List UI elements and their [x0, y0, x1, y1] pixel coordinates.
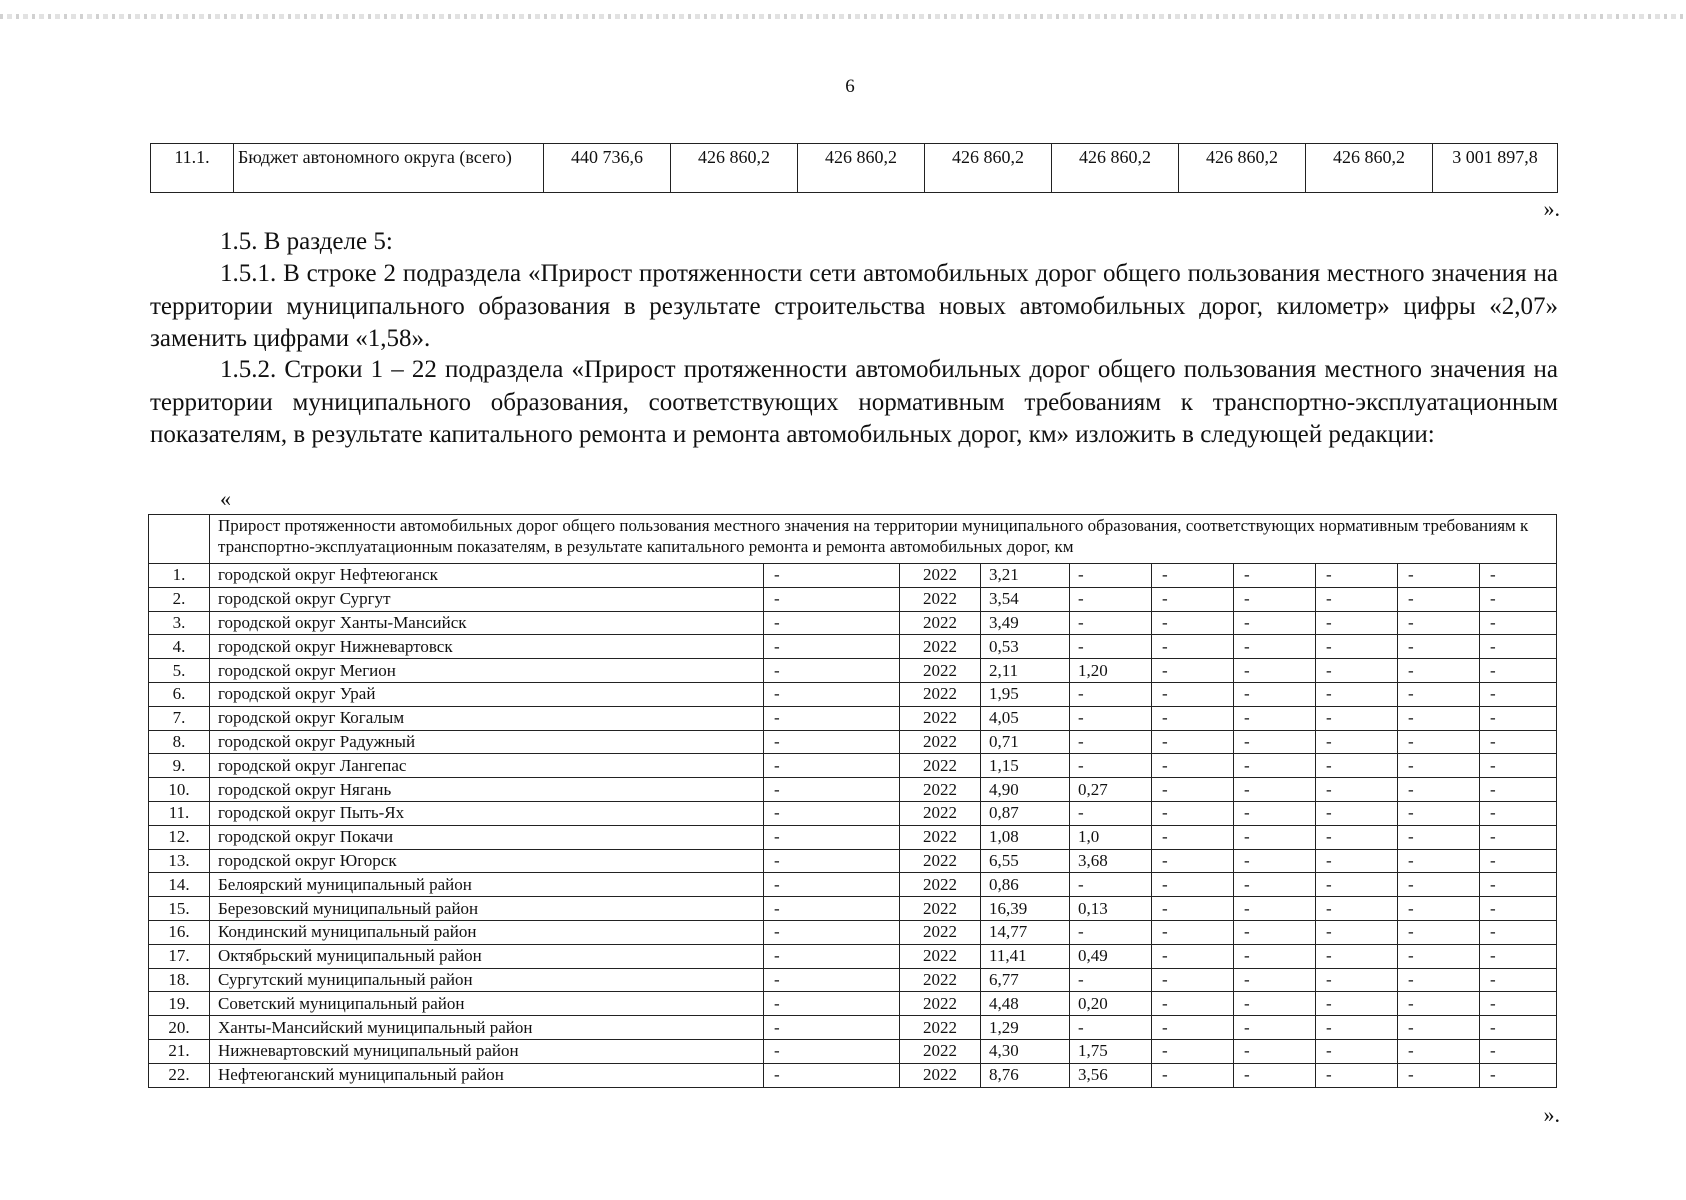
row-value: - — [1398, 825, 1480, 849]
row-value: - — [1480, 564, 1557, 588]
row-value: - — [1152, 992, 1234, 1016]
row-value: - — [1234, 1016, 1316, 1040]
row-value: - — [1398, 920, 1480, 944]
row-value: - — [1398, 944, 1480, 968]
budget-row — [151, 144, 1558, 193]
row-value: - — [1398, 849, 1480, 873]
row-value: - — [1070, 730, 1152, 754]
row-name: городской округ Лангепас — [210, 754, 764, 778]
row-base: - — [764, 1039, 900, 1063]
row-value: - — [1480, 1039, 1557, 1063]
row-number: 11. — [149, 801, 210, 825]
row-value: - — [1316, 897, 1398, 921]
row-value: - — [1070, 968, 1152, 992]
budget-value: 426 860,2 — [1179, 144, 1306, 193]
row-value: 1,20 — [1070, 659, 1152, 683]
row-name: городской округ Когалым — [210, 706, 764, 730]
row-value: - — [1234, 1039, 1316, 1063]
row-value: - — [1234, 944, 1316, 968]
row-value: - — [1316, 587, 1398, 611]
row-value: - — [1480, 1063, 1557, 1087]
row-value: - — [1316, 1016, 1398, 1040]
row-name: городской округ Радужный — [210, 730, 764, 754]
row-value: - — [1070, 1016, 1152, 1040]
row-number: 6. — [149, 682, 210, 706]
row-value: - — [1070, 564, 1152, 588]
row-name: городской округ Урай — [210, 682, 764, 706]
row-value: - — [1480, 801, 1557, 825]
row-value: - — [1480, 920, 1557, 944]
closing-quote: ». — [1543, 1102, 1560, 1127]
row-year: 2022 — [900, 849, 981, 873]
row-value: 0,53 — [981, 635, 1070, 659]
row-value: - — [1234, 635, 1316, 659]
row-year: 2022 — [900, 801, 981, 825]
row-value: - — [1152, 778, 1234, 802]
scan-edge-artifact — [0, 14, 1686, 19]
table-row — [149, 754, 1557, 778]
table-row — [149, 1063, 1557, 1087]
row-base: - — [764, 682, 900, 706]
row-value: - — [1398, 659, 1480, 683]
row-value: 14,77 — [981, 920, 1070, 944]
row-value: - — [1316, 730, 1398, 754]
row-name: Ханты-Мансийский муниципальный район — [210, 1016, 764, 1040]
row-base: - — [764, 968, 900, 992]
row-value: - — [1234, 659, 1316, 683]
table-row — [149, 849, 1557, 873]
row-year: 2022 — [900, 920, 981, 944]
row-value: - — [1152, 968, 1234, 992]
table-row — [149, 944, 1557, 968]
row-value: 3,21 — [981, 564, 1070, 588]
row-value: 0,49 — [1070, 944, 1152, 968]
row-number: 17. — [149, 944, 210, 968]
row-year: 2022 — [900, 825, 981, 849]
row-value: - — [1480, 944, 1557, 968]
table-row — [149, 659, 1557, 683]
row-number: 5. — [149, 659, 210, 683]
table-row — [149, 873, 1557, 897]
header-blank-cell — [149, 515, 210, 564]
row-value: - — [1480, 849, 1557, 873]
row-value: - — [1152, 825, 1234, 849]
row-value: - — [1234, 825, 1316, 849]
row-value: - — [1070, 706, 1152, 730]
row-value: - — [1398, 992, 1480, 1016]
row-base: - — [764, 635, 900, 659]
row-base: - — [764, 778, 900, 802]
row-value: - — [1480, 659, 1557, 683]
row-year: 2022 — [900, 778, 981, 802]
row-value: 0,27 — [1070, 778, 1152, 802]
row-value: - — [1398, 754, 1480, 778]
row-value: - — [1234, 682, 1316, 706]
table-header-row — [149, 515, 1557, 564]
row-value: - — [1234, 992, 1316, 1016]
row-value: - — [1398, 564, 1480, 588]
row-value: - — [1234, 611, 1316, 635]
row-name: Березовский муниципальный район — [210, 897, 764, 921]
row-value: - — [1152, 564, 1234, 588]
budget-value: 426 860,2 — [1052, 144, 1179, 193]
row-value: - — [1398, 730, 1480, 754]
row-number: 12. — [149, 825, 210, 849]
row-year: 2022 — [900, 682, 981, 706]
budget-table — [150, 143, 1558, 193]
row-number: 2. — [149, 587, 210, 611]
row-value: - — [1316, 968, 1398, 992]
row-value: - — [1234, 754, 1316, 778]
row-base: - — [764, 587, 900, 611]
row-number: 14. — [149, 873, 210, 897]
row-name: Нефтеюганский муниципальный район — [210, 1063, 764, 1087]
row-value: 1,29 — [981, 1016, 1070, 1040]
row-value: - — [1480, 682, 1557, 706]
row-value: 16,39 — [981, 897, 1070, 921]
row-base: - — [764, 564, 900, 588]
paragraph-1-5-1: 1.5.1. В строке 2 подраздела «Прирост протяженности сети автомобильных дорог общего пользования местного значения на территории муниципального образования в результате строительства новых автомобильных дорог, километр» цифры «2,07» заменить цифрами «1,58». — [150, 260, 1558, 352]
row-value: - — [1316, 659, 1398, 683]
budget-code: 11.1. — [151, 144, 234, 193]
row-value: - — [1316, 754, 1398, 778]
row-value: - — [1480, 992, 1557, 1016]
row-value: 4,05 — [981, 706, 1070, 730]
table-row — [149, 778, 1557, 802]
page-number: 6 — [845, 76, 855, 97]
row-value: - — [1070, 873, 1152, 897]
table-row — [149, 968, 1557, 992]
row-value: - — [1152, 873, 1234, 897]
paragraph-1-5-2: 1.5.2. Строки 1 – 22 подраздела «Прирост протяженности автомобильных дорог общего пользования местного значения на территории муниципального образования, соответствующих нормативным требованиям к транспортно-эксплуатационным показателям, в результате капитального ремонта и ремонта автомобильных дорог, км» изложить в следующей редакции: — [150, 356, 1558, 448]
row-year: 2022 — [900, 1016, 981, 1040]
table-row — [149, 992, 1557, 1016]
row-year: 2022 — [900, 730, 981, 754]
row-value: - — [1480, 825, 1557, 849]
row-value: - — [1234, 778, 1316, 802]
row-number: 22. — [149, 1063, 210, 1087]
row-value: - — [1480, 897, 1557, 921]
row-value: 4,30 — [981, 1039, 1070, 1063]
row-value: - — [1480, 730, 1557, 754]
row-value: - — [1234, 706, 1316, 730]
row-value: - — [1070, 635, 1152, 659]
budget-value: 426 860,2 — [671, 144, 798, 193]
row-number: 4. — [149, 635, 210, 659]
budget-value: 440 736,6 — [544, 144, 671, 193]
row-value: - — [1152, 706, 1234, 730]
row-value: 3,68 — [1070, 849, 1152, 873]
row-base: - — [764, 754, 900, 778]
row-value: 11,41 — [981, 944, 1070, 968]
row-number: 9. — [149, 754, 210, 778]
row-number: 1. — [149, 564, 210, 588]
row-value: - — [1234, 849, 1316, 873]
row-value: - — [1398, 1039, 1480, 1063]
row-name: Нижневартовский муниципальный район — [210, 1039, 764, 1063]
table-row — [149, 587, 1557, 611]
row-value: - — [1152, 897, 1234, 921]
table-row — [149, 706, 1557, 730]
row-value: - — [1316, 706, 1398, 730]
row-base: - — [764, 873, 900, 897]
row-year: 2022 — [900, 635, 981, 659]
row-value: - — [1152, 1016, 1234, 1040]
row-number: 21. — [149, 1039, 210, 1063]
budget-label: Бюджет автономного округа (всего) — [234, 144, 544, 193]
row-number: 8. — [149, 730, 210, 754]
row-value: 0,86 — [981, 873, 1070, 897]
row-value: - — [1070, 587, 1152, 611]
row-value: - — [1152, 682, 1234, 706]
row-value: - — [1316, 682, 1398, 706]
row-base: - — [764, 730, 900, 754]
row-value: - — [1316, 873, 1398, 897]
table-row — [149, 801, 1557, 825]
row-value: 0,87 — [981, 801, 1070, 825]
row-name: городской округ Сургут — [210, 587, 764, 611]
row-value: - — [1152, 849, 1234, 873]
row-number: 15. — [149, 897, 210, 921]
row-year: 2022 — [900, 873, 981, 897]
row-value: - — [1152, 944, 1234, 968]
table-row — [149, 920, 1557, 944]
row-number: 18. — [149, 968, 210, 992]
budget-value: 426 860,2 — [1306, 144, 1433, 193]
row-value: - — [1152, 920, 1234, 944]
row-value: - — [1480, 611, 1557, 635]
table-row — [149, 1039, 1557, 1063]
row-value: - — [1480, 968, 1557, 992]
closing-quote: ». — [1543, 196, 1560, 221]
row-value: - — [1234, 897, 1316, 921]
row-value: - — [1398, 706, 1480, 730]
road-growth-table — [148, 514, 1557, 1088]
row-value: - — [1152, 635, 1234, 659]
row-year: 2022 — [900, 754, 981, 778]
row-value: - — [1152, 730, 1234, 754]
row-value: 1,15 — [981, 754, 1070, 778]
row-name: Сургутский муниципальный район — [210, 968, 764, 992]
row-value: - — [1234, 968, 1316, 992]
row-value: - — [1152, 659, 1234, 683]
row-value: - — [1398, 801, 1480, 825]
row-name: городской округ Нижневартовск — [210, 635, 764, 659]
row-value: 1,95 — [981, 682, 1070, 706]
row-base: - — [764, 611, 900, 635]
row-base: - — [764, 706, 900, 730]
row-value: - — [1234, 920, 1316, 944]
table-row — [149, 825, 1557, 849]
row-value: - — [1316, 1039, 1398, 1063]
table-row — [149, 635, 1557, 659]
row-value: - — [1480, 706, 1557, 730]
row-value: - — [1316, 564, 1398, 588]
row-name: городской округ Пыть-Ях — [210, 801, 764, 825]
table-row — [149, 730, 1557, 754]
row-year: 2022 — [900, 587, 981, 611]
row-base: - — [764, 659, 900, 683]
row-value: - — [1398, 1016, 1480, 1040]
row-name: городской округ Нефтеюганск — [210, 564, 764, 588]
row-name: городской округ Покачи — [210, 825, 764, 849]
row-number: 3. — [149, 611, 210, 635]
row-value: - — [1316, 778, 1398, 802]
table-row — [149, 611, 1557, 635]
row-number: 13. — [149, 849, 210, 873]
row-value: - — [1234, 1063, 1316, 1087]
row-value: - — [1070, 920, 1152, 944]
row-value: 3,49 — [981, 611, 1070, 635]
row-value: - — [1398, 587, 1480, 611]
row-base: - — [764, 944, 900, 968]
row-base: - — [764, 849, 900, 873]
row-base: - — [764, 1063, 900, 1087]
row-value: - — [1234, 564, 1316, 588]
row-name: городской округ Мегион — [210, 659, 764, 683]
row-year: 2022 — [900, 1039, 981, 1063]
row-value: - — [1152, 801, 1234, 825]
paragraph-1-5: 1.5. В разделе 5: — [220, 228, 393, 255]
row-year: 2022 — [900, 992, 981, 1016]
row-year: 2022 — [900, 897, 981, 921]
row-base: - — [764, 825, 900, 849]
row-name: городской округ Нягань — [210, 778, 764, 802]
row-number: 7. — [149, 706, 210, 730]
table-row — [149, 682, 1557, 706]
row-value: - — [1398, 897, 1480, 921]
row-value: - — [1480, 635, 1557, 659]
row-value: 1,75 — [1070, 1039, 1152, 1063]
row-value: 4,90 — [981, 778, 1070, 802]
row-value: 3,54 — [981, 587, 1070, 611]
row-value: - — [1070, 682, 1152, 706]
table-header: Прирост протяженности автомобильных дорог общего пользования местного значения на территории муниципального образования, соответствующих нормативным требованиям к транспортно-эксплуатационным показателям, в результате капитального ремонта и ремонта автомобильных дорог, км — [210, 515, 1557, 564]
row-year: 2022 — [900, 564, 981, 588]
row-value: - — [1316, 944, 1398, 968]
row-value: 3,56 — [1070, 1063, 1152, 1087]
row-value: 6,55 — [981, 849, 1070, 873]
row-value: 4,48 — [981, 992, 1070, 1016]
row-value: - — [1316, 611, 1398, 635]
table-row — [149, 897, 1557, 921]
table-row — [149, 1016, 1557, 1040]
row-value: - — [1398, 611, 1480, 635]
row-value: - — [1316, 920, 1398, 944]
row-value: 1,08 — [981, 825, 1070, 849]
row-name: городской округ Ханты-Мансийск — [210, 611, 764, 635]
row-value: - — [1152, 611, 1234, 635]
row-value: - — [1480, 873, 1557, 897]
row-base: - — [764, 920, 900, 944]
row-value: - — [1070, 801, 1152, 825]
row-number: 16. — [149, 920, 210, 944]
row-base: - — [764, 801, 900, 825]
row-value: 0,13 — [1070, 897, 1152, 921]
row-year: 2022 — [900, 968, 981, 992]
row-year: 2022 — [900, 944, 981, 968]
row-value: - — [1316, 1063, 1398, 1087]
row-number: 20. — [149, 1016, 210, 1040]
row-value: - — [1398, 1063, 1480, 1087]
row-value: 0,20 — [1070, 992, 1152, 1016]
row-value: - — [1398, 968, 1480, 992]
row-value: - — [1480, 1016, 1557, 1040]
row-value: 2,11 — [981, 659, 1070, 683]
row-value: - — [1152, 587, 1234, 611]
budget-value: 426 860,2 — [925, 144, 1052, 193]
row-value: - — [1398, 778, 1480, 802]
row-value: - — [1234, 730, 1316, 754]
row-value: - — [1152, 1063, 1234, 1087]
row-value: - — [1152, 1039, 1234, 1063]
row-value: - — [1398, 635, 1480, 659]
row-base: - — [764, 897, 900, 921]
row-value: - — [1480, 778, 1557, 802]
row-value: - — [1316, 801, 1398, 825]
row-name: Советский муниципальный район — [210, 992, 764, 1016]
row-value: - — [1398, 682, 1480, 706]
budget-total: 3 001 897,8 — [1433, 144, 1558, 193]
row-value: - — [1234, 587, 1316, 611]
row-value: - — [1070, 611, 1152, 635]
row-value: - — [1398, 873, 1480, 897]
row-value: - — [1316, 849, 1398, 873]
row-number: 10. — [149, 778, 210, 802]
row-value: - — [1070, 754, 1152, 778]
row-value: - — [1480, 754, 1557, 778]
row-value: 8,76 — [981, 1063, 1070, 1087]
row-value: 0,71 — [981, 730, 1070, 754]
row-name: Октябрьский муниципальный район — [210, 944, 764, 968]
row-year: 2022 — [900, 659, 981, 683]
row-name: Кондинский муниципальный район — [210, 920, 764, 944]
row-value: - — [1316, 992, 1398, 1016]
row-year: 2022 — [900, 611, 981, 635]
row-name: городской округ Югорск — [210, 849, 764, 873]
row-base: - — [764, 1016, 900, 1040]
row-value: 1,0 — [1070, 825, 1152, 849]
row-value: - — [1234, 801, 1316, 825]
row-value: - — [1480, 587, 1557, 611]
row-value: - — [1316, 825, 1398, 849]
row-year: 2022 — [900, 1063, 981, 1087]
opening-quote: « — [220, 486, 231, 511]
row-value: 6,77 — [981, 968, 1070, 992]
row-name: Белоярский муниципальный район — [210, 873, 764, 897]
row-value: - — [1152, 754, 1234, 778]
row-base: - — [764, 992, 900, 1016]
row-value: - — [1234, 873, 1316, 897]
table-row — [149, 564, 1557, 588]
row-number: 19. — [149, 992, 210, 1016]
row-year: 2022 — [900, 706, 981, 730]
budget-value: 426 860,2 — [798, 144, 925, 193]
row-value: - — [1316, 635, 1398, 659]
